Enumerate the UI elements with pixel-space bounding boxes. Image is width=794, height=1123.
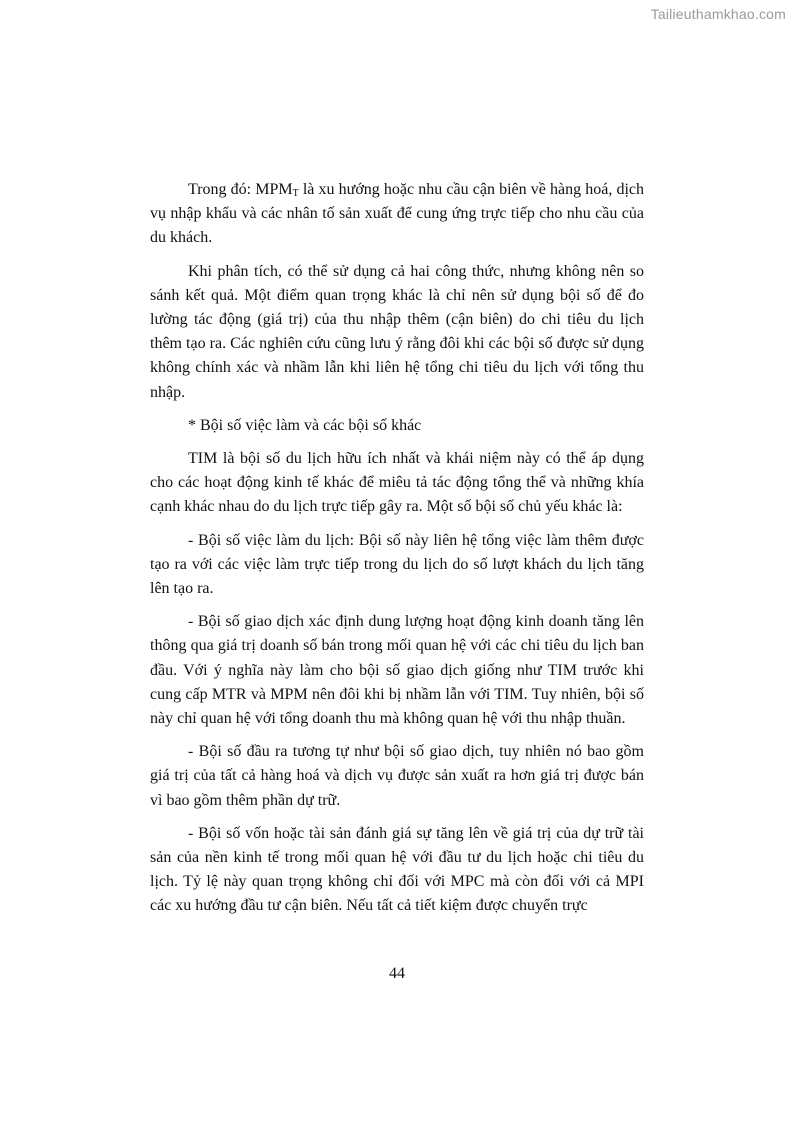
- document-body: [150, 178, 644, 928]
- paragraph-output-multiplier: - Bội số đầu ra tương tự như bội số giao dịch, tuy nhiên nó bao gồm giá trị của tất cả hàng hoá và dịch vụ được sản xuất ra hơn giá trị được bán vì bao gồm thêm phần dự trữ.: [150, 743, 644, 809]
- paragraph-capital-multiplier: - Bội số vốn hoặc tài sản đánh giá sự tăng lên về giá trị của dự trữ tài sản của nền kinh tế trong mối quan hệ với đầu tư du lịch hoặc chi tiêu du lịch. Tỷ lệ này quan trọng không chỉ đối với MPC mà còn đối với cả MPI các xu hướng đầu tư cận biên. Nếu tất cả tiết kiệm được chuyển trực: [150, 824, 644, 915]
- mpm-rest: là xu hướng hoặc nhu cầu cận biên về hàng hoá, dịch vụ nhập khẩu và các nhân tố sản xuất để cung ứng trực tiếp cho nhu cầu của du khách.: [150, 181, 644, 247]
- section-heading-multipliers: * Bội số việc làm và các bội số khác: [188, 416, 422, 434]
- paragraph-analysis: Khi phân tích, có thể sử dụng cả hai công thức, nhưng không nên so sánh kết quả. Một điểm quan trọng khác là chỉ nên sử dụng bội số để đo lường tác động (giá trị) của thu nhập thêm (cận biên) do chi tiêu du lịch thêm tạo ra. Các nghiên cứu cũng lưu ý rằng đôi khi các bội số được sử dụng không chính xác và nhầm lẫn khi liên hệ tổng chi tiêu du lịch với tổng thu nhập.: [150, 262, 644, 401]
- paragraph-transaction-multiplier: - Bội số giao dịch xác định dung lượng hoạt động kinh doanh tăng lên thông qua giá trị doanh số bán trong mối quan hệ với các chi tiêu du lịch ban đầu. Với ý nghĩa này làm cho bội số giao dịch giống như TIM trước khi cung cấp MTR và MPM nên đôi khi bị nhầm lẫn với TIM. Tuy nhiên, bội số này chỉ quan hệ với tổng doanh thu mà không quan hệ với thu nhập thuần.: [150, 613, 644, 728]
- paragraph-mpm-definition: [150, 178, 644, 251]
- mpm-prefix: Trong đó: MPM: [188, 181, 293, 198]
- watermark: Tailieuthamkhao.com: [650, 6, 786, 22]
- page-number: 44: [389, 965, 405, 982]
- mpm-subscript: T: [292, 188, 299, 199]
- paragraph-employment-multiplier: - Bội số việc làm du lịch: Bội số này liên hệ tổng việc làm thêm được tạo ra với các việc làm trực tiếp trong du lịch do số lượt khách du lịch tăng lên tạo ra.: [150, 531, 644, 598]
- paragraph-tim: TIM là bội số du lịch hữu ích nhất và khái niệm này có thể áp dụng cho các hoạt động kinh tế khác để miêu tả tác động tổng thể và những khía cạnh khác nhau do du lịch trực tiếp gây ra. Một số bội số chủ yếu khác là:: [150, 450, 644, 516]
